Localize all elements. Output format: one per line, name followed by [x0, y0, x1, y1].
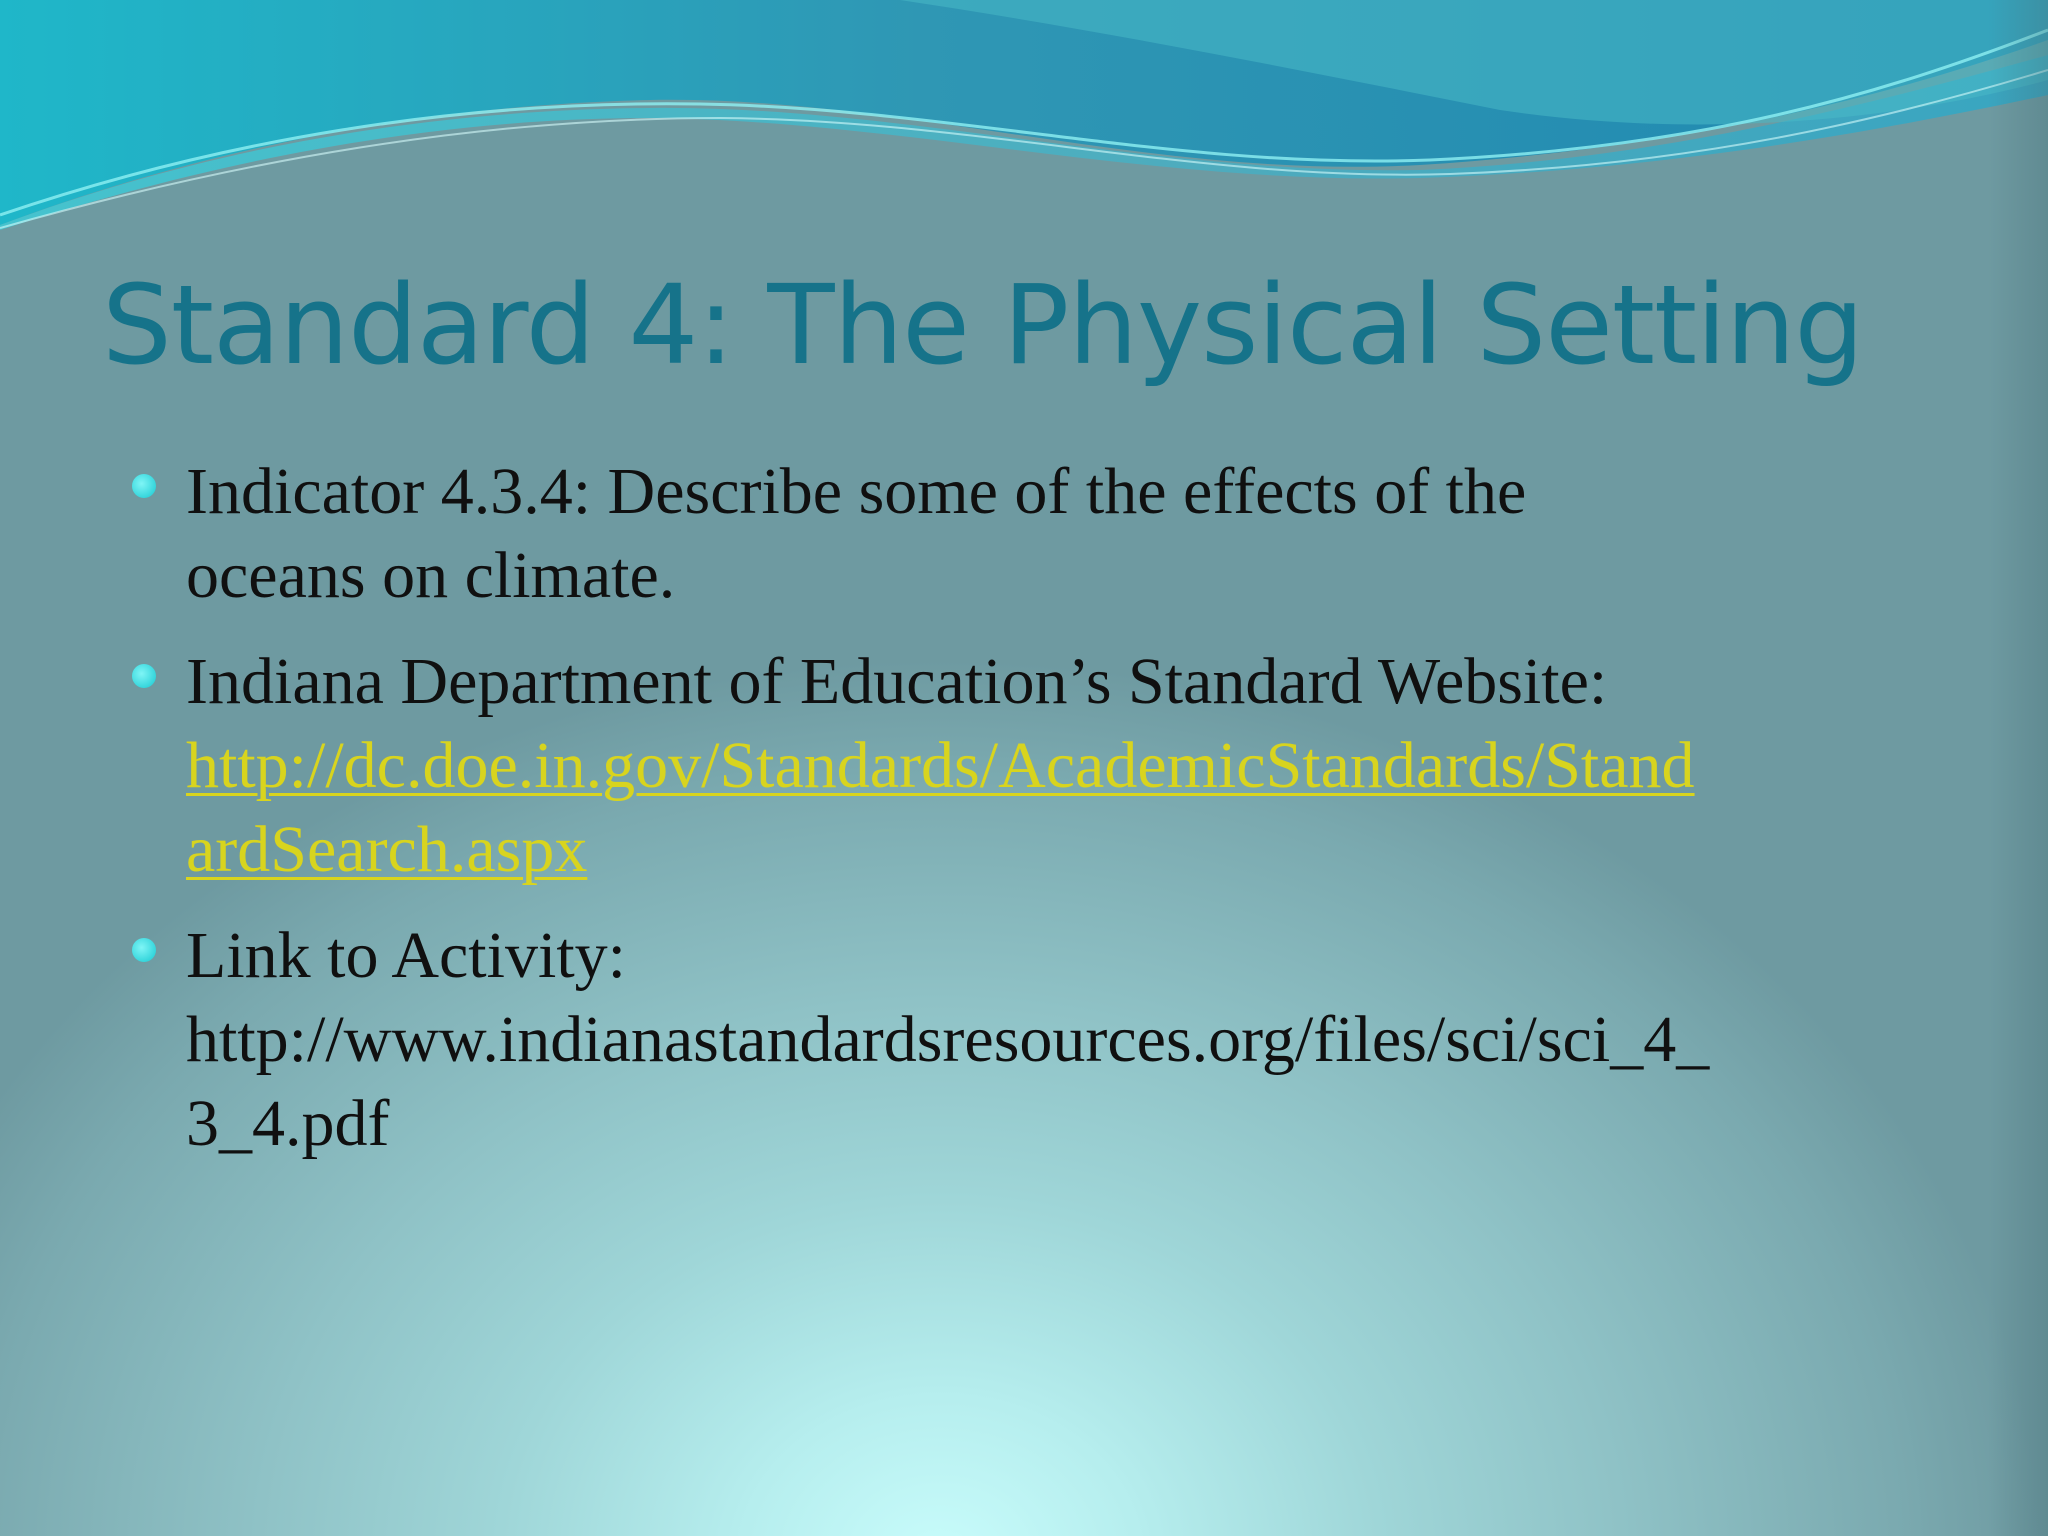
bullet-standards-website [128, 640, 1928, 892]
bullet-list [128, 450, 1928, 1188]
bullet-marker-icon [132, 474, 156, 498]
bullet-text-line: Link to Activity: [186, 919, 626, 992]
activity-url-text: 3_4.pdf [186, 1087, 390, 1160]
right-edge-shade [1988, 0, 2048, 1536]
bullet-text-line: oceans on climate. [186, 539, 676, 612]
bullet-text-line: Indicator 4.3.4: Describe some of the effects of the [186, 455, 1527, 528]
bullet-marker-icon [132, 938, 156, 962]
activity-url-text: http://www.indianastandardsresources.org/files/sci/sci_4_ [186, 1003, 1710, 1076]
standards-website-link[interactable]: http://dc.doe.in.gov/Standards/AcademicStandards/Stand [186, 729, 1695, 802]
bullet-text-line: Indiana Department of Education’s Standard Website: [186, 645, 1608, 718]
top-wave-decoration [0, 0, 2048, 240]
standards-website-link[interactable]: ardSearch.aspx [186, 813, 588, 886]
bullet-marker-icon [132, 664, 156, 688]
slide-title: Standard 4: The Physical Setting [102, 261, 1864, 389]
bullet-activity-link [128, 914, 1928, 1166]
bullet-indicator [128, 450, 1928, 618]
